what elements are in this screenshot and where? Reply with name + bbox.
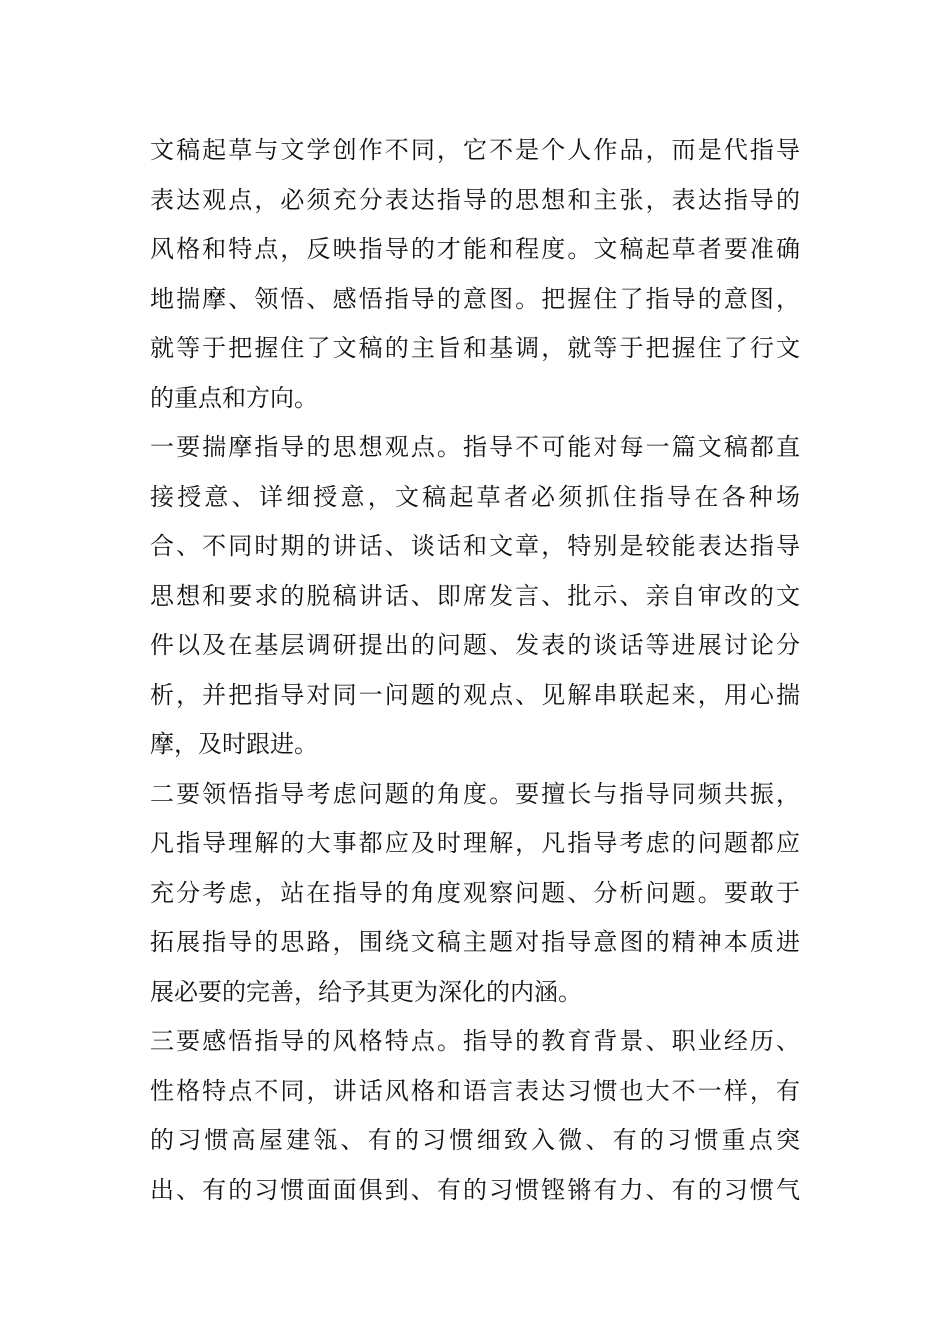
document-body	[150, 126, 800, 1215]
text-line: 合、不同时期的讲话、谈话和文章，特别是较能表达指导	[150, 532, 800, 560]
text-line: 二要领悟指导考虑问题的角度。要擅长与指导同频共振，	[150, 779, 800, 808]
text-line: 出、有的习惯面面俱到、有的习惯铿锵有力、有的习惯气	[150, 1175, 800, 1204]
paragraph-intro	[150, 126, 800, 423]
paragraph-point-two	[150, 770, 800, 1018]
text-line: 凡指导理解的大事都应及时理解，凡指导考虑的问题都应	[150, 829, 800, 857]
text-line: 思想和要求的脱稿讲话、即席发言、批示、亲自审改的文	[150, 581, 800, 610]
paragraph-point-one	[150, 423, 800, 770]
text-line: 的习惯高屋建瓴、有的习惯细致入微、有的习惯重点突	[150, 1126, 800, 1154]
text-line: 地揣摩、领悟、感悟指导的意图。把握住了指导的意图，	[150, 284, 800, 313]
text-line: 风格和特点，反映指导的才能和程度。文稿起草者要准确	[150, 235, 800, 263]
text-line: 就等于把握住了文稿的主旨和基调，就等于把握住了行文	[150, 334, 800, 362]
text-line: 接授意、详细授意，文稿起草者必须抓住指导在各种场	[150, 482, 800, 511]
text-line: 充分考虑，站在指导的角度观察问题、分析问题。要敢于	[150, 878, 800, 907]
text-line: 件以及在基层调研提出的问题、发表的谈话等进展讨论分	[150, 631, 800, 659]
text-line: 析，并把指导对同一问题的观点、见解串联起来，用心揣	[150, 680, 800, 709]
paragraph-point-three	[150, 1017, 800, 1215]
text-line: 展必要的完善，给予其更为深化的内涵。	[150, 977, 582, 1006]
text-line: 摩，及时跟进。	[150, 730, 318, 758]
text-line: 的重点和方向。	[150, 383, 318, 412]
text-line: 拓展指导的思路，围绕文稿主题对指导意图的精神本质进	[150, 928, 800, 956]
text-line: 文稿起草与文学创作不同，它不是个人作品，而是代指导	[150, 136, 800, 164]
text-line: 表达观点，必须充分表达指导的思想和主张，表达指导的	[150, 185, 800, 214]
text-line: 一要揣摩指导的思想观点。指导不可能对每一篇文稿都直	[150, 433, 800, 461]
text-line: 性格特点不同，讲话风格和语言表达习惯也大不一样，有	[150, 1076, 800, 1105]
text-line: 三要感悟指导的风格特点。指导的教育背景、职业经历、	[150, 1027, 800, 1055]
